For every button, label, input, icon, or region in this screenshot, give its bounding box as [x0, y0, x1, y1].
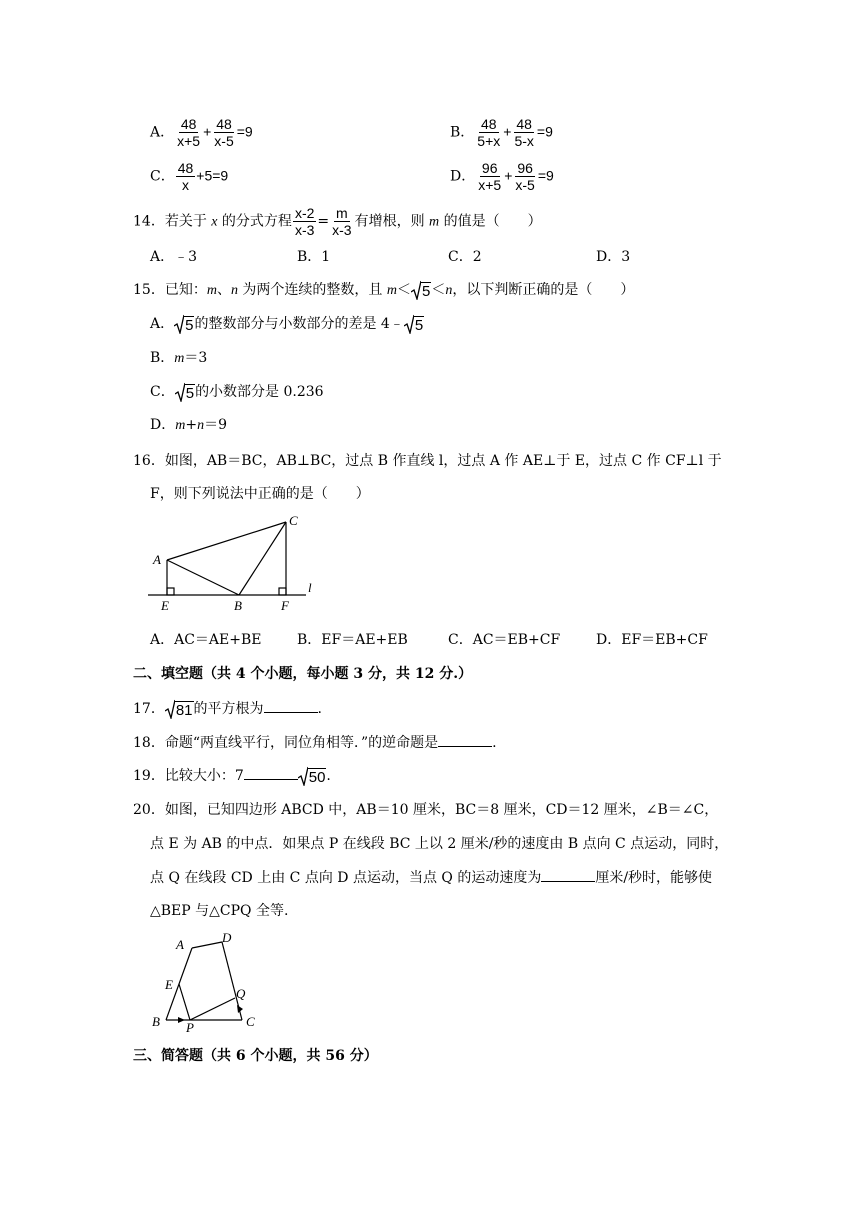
q19: 19．比较大小：7 50 .: [133, 765, 331, 786]
right-angle-e: [167, 588, 174, 595]
q14-option-a: A．﹣3: [150, 249, 198, 265]
segment-ac: [167, 522, 286, 560]
answer-blank[interactable]: [541, 867, 595, 882]
q16-figure: [146, 510, 316, 615]
label-p: P: [186, 1020, 194, 1033]
label-a: A: [153, 552, 161, 567]
label-l: l: [308, 580, 312, 595]
right-angle-f: [279, 588, 286, 595]
q16-stem-line2: F，则下列说法中正确的是（ ）: [150, 486, 370, 502]
q15-option-d: D．m+n＝9: [150, 417, 228, 433]
sqrt-81: 81: [165, 699, 194, 719]
q14-option-c: C．2: [448, 249, 482, 265]
segment-ep: [179, 984, 190, 1020]
section-3-heading: 三、简答题（共 6 个小题，共 56 分）: [133, 1048, 378, 1064]
label-b: B: [234, 598, 242, 613]
q20-line2: 点 E 为 AB 的中点．如果点 P 在线段 BC 上以 2 厘米/秒的速度由 B 点向 C 点运动，同时，: [150, 836, 729, 852]
q13-option-a: A． $\frac{48}{x+5}$ + $\frac{48}{x-5}$ =9: [150, 116, 253, 149]
label-a: A: [176, 937, 184, 952]
segment-bc: [239, 522, 286, 595]
label-e: E: [165, 977, 173, 992]
q13-option-c: C． $\frac{48}{x}$ +5=9: [150, 160, 229, 193]
q15-stem: 15．已知：m、n 为两个连续的整数，且 m＜ 5 ＜n，以下判断正确的是（ ）: [133, 282, 635, 300]
label-f: F: [281, 598, 289, 613]
q15-option-c: C． 5 的小数部分是 0.236: [150, 384, 324, 402]
q20-line4: △BEP 与△CPQ 全等.: [150, 903, 289, 919]
q18: 18．命题“两直线平行，同位角相等．”的逆命题是 .: [133, 732, 497, 753]
q17: 17． 81 的平方根为 .: [133, 698, 322, 719]
label-c: C: [246, 1014, 255, 1029]
q13-option-d: D． $\frac{96}{x+5}$ + $\frac{96}{x-5}$ =9: [450, 160, 554, 193]
q16-option-d: D．EF＝EB+CF: [596, 632, 708, 648]
label-c: C: [289, 513, 298, 528]
q16-option-a: A．AC＝AE+BE: [150, 632, 262, 648]
sqrt-50: 50: [298, 766, 327, 786]
q20-figure: [150, 928, 265, 1033]
answer-blank[interactable]: [264, 698, 318, 713]
answer-blank[interactable]: [244, 765, 298, 780]
q15-option-b: B．m＝3: [150, 350, 208, 366]
sqrt-5: 5: [411, 280, 431, 300]
section-2-heading: 二、填空题（共 4 个小题，每小题 3 分，共 12 分.）: [133, 666, 473, 682]
label-b: B: [152, 1014, 160, 1029]
q16-option-c: C．AC＝EB+CF: [448, 632, 561, 648]
segment-pq: [190, 998, 235, 1020]
label-e: E: [161, 598, 169, 613]
q14-option-d: D．3: [596, 249, 631, 265]
label-q: Q: [236, 986, 246, 1001]
q20-line3: 点 Q 在线段 CD 上由 C 点向 D 点运动，当点 Q 的运动速度为 厘米/秒时，能够使: [150, 867, 712, 888]
q15-option-a: A． 5 的整数部分与小数部分的差是 4﹣ 5: [150, 316, 424, 334]
q16-option-b: B．EF＝AE+EB: [297, 632, 408, 648]
q13-option-b: B． $\frac{48}{5+x}$ + $\frac{48}{5-x}$ =9: [450, 116, 553, 149]
answer-blank[interactable]: [438, 732, 492, 747]
q14-option-b: B．1: [297, 249, 331, 265]
segment-ab: [167, 560, 239, 595]
segment-ad: [192, 942, 222, 948]
q16-stem-line1: 16．如图，AB＝BC，AB⊥BC，过点 B 作直线 l，过点 A 作 AE⊥于 E，过点 C 作 CF⊥l 于: [133, 453, 722, 469]
q20-line1: 20．如图，已知四边形 ABCD 中，AB＝10 厘米，BC＝8 厘米，CD＝12 厘米，∠B＝∠C，: [133, 802, 719, 818]
arrow-p-icon: [178, 1017, 185, 1023]
label-d: D: [222, 930, 232, 945]
q14-stem: 14．若关于 x 的分式方程 $\frac{x-2}{x-3}$ = $\frac{m}{x-3}$ 有增根，则 m 的值是（ ）: [133, 205, 542, 238]
